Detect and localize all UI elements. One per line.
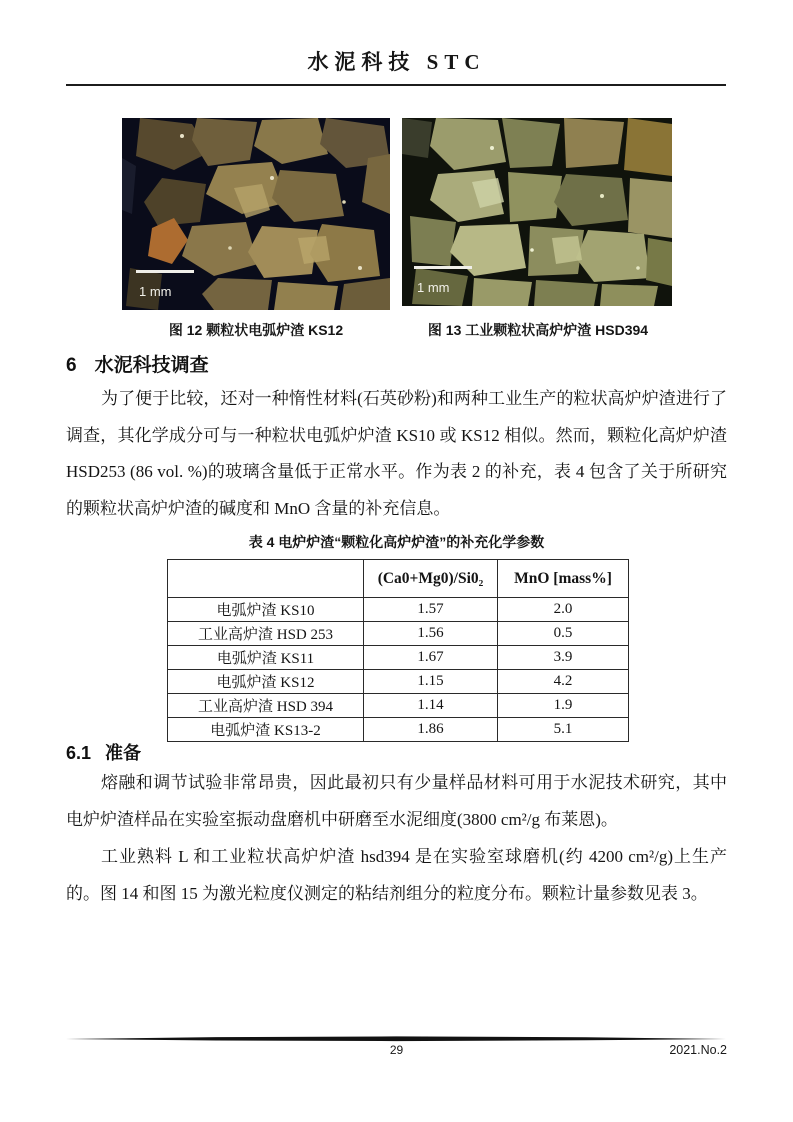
table-row bbox=[168, 598, 629, 622]
row-ratio: 1.67 bbox=[364, 646, 498, 670]
row-ratio: 1.56 bbox=[364, 622, 498, 646]
row-label: 电弧炉渣 KS13-2 bbox=[168, 718, 364, 742]
table-row bbox=[168, 670, 629, 694]
section-6-number: 6 bbox=[66, 355, 77, 376]
section-6-1-paragraph-1: 熔融和调节试验非常昂贵，因此最初只有少量样品材料可用于水泥技术研究，其中电炉炉渣样品在实验室振动盘磨机中研磨至水泥细度(3800 cm²/g 布莱恩)。 bbox=[66, 773, 727, 829]
row-label: 工业高炉渣 HSD 394 bbox=[168, 694, 364, 718]
table-header-empty bbox=[168, 560, 364, 598]
row-mno: 4.2 bbox=[498, 670, 629, 694]
row-label: 工业高炉渣 HSD 253 bbox=[168, 622, 364, 646]
section-6-1-heading bbox=[66, 739, 141, 765]
row-mno: 5.1 bbox=[498, 718, 629, 742]
issue-label: 2021.No.2 bbox=[669, 1043, 727, 1057]
figure-13-caption: 图 13 工业颗粒状高炉炉渣 HSD394 bbox=[427, 322, 649, 338]
figure-12-caption: 图 12 颗粒状电弧炉渣 KS12 bbox=[168, 322, 344, 338]
row-mno: 2.0 bbox=[498, 598, 629, 622]
row-mno: 1.9 bbox=[498, 694, 629, 718]
table-row bbox=[168, 622, 629, 646]
table-header-mno: MnO [mass%] bbox=[498, 560, 629, 598]
section-6-1-title: 准备 bbox=[105, 743, 142, 763]
table-4 bbox=[167, 559, 629, 742]
table-header-ratio: (Ca0+Mg0)/Si0₂ bbox=[364, 560, 498, 598]
row-mno: 0.5 bbox=[498, 622, 629, 646]
figure-12-scale-bar bbox=[136, 270, 194, 273]
section-6-1-paragraph-2: 工业熟料 L 和工业粒状高炉炉渣 hsd394 是在实验室球磨机(约 4200 cm²/g)上生产的。图 14 和图 15 为激光粒度仪测定的粘结剂组分的粒度分布。颗粒计量参数见表 3。 bbox=[66, 847, 727, 903]
row-label: 电弧炉渣 KS12 bbox=[168, 670, 364, 694]
table-4-caption: 表 4 电炉炉渣“颗粒化高炉炉渣”的补充化学参数 bbox=[248, 534, 545, 550]
figure-13-photo bbox=[402, 118, 672, 306]
section-6-paragraph: 为了便于比较，还对一种惰性材料(石英砂粉)和两种工业生产的粒状高炉炉渣进行了调查，其化学成分可与一种粒状电弧炉炉渣 KS10 或 KS12 相似。然而，颗粒化高炉炉渣 HSD253 (86 vol. %)的玻璃含量低于正常水平。作为表 2 的补充，表 4 包含了关于所研究的颗粒状高炉炉渣的碱度和 MnO 含量的补充信息。 bbox=[66, 389, 727, 518]
figure-12-photo bbox=[122, 118, 390, 310]
row-ratio: 1.15 bbox=[364, 670, 498, 694]
footer-rule bbox=[66, 1036, 726, 1042]
header-rule bbox=[66, 84, 726, 86]
row-label: 电弧炉渣 KS11 bbox=[168, 646, 364, 670]
table-row bbox=[168, 718, 629, 742]
section-6-heading bbox=[66, 350, 209, 377]
row-label: 电弧炉渣 KS10 bbox=[168, 598, 364, 622]
figure-12-scale-label: 1 mm bbox=[139, 284, 172, 299]
page-number: 29 bbox=[389, 1043, 404, 1057]
row-ratio: 1.14 bbox=[364, 694, 498, 718]
section-6-title: 水泥科技调查 bbox=[94, 355, 209, 376]
table-row bbox=[168, 646, 629, 670]
row-ratio: 1.86 bbox=[364, 718, 498, 742]
section-6-1-number: 6.1 bbox=[66, 743, 92, 763]
row-mno: 3.9 bbox=[498, 646, 629, 670]
row-ratio: 1.57 bbox=[364, 598, 498, 622]
figure-13-scale-bar bbox=[414, 266, 472, 269]
table-header-row bbox=[168, 560, 629, 598]
figure-13-scale-label: 1 mm bbox=[417, 280, 450, 295]
table-row bbox=[168, 694, 629, 718]
journal-header-title: 水泥科技 STC bbox=[307, 50, 486, 74]
